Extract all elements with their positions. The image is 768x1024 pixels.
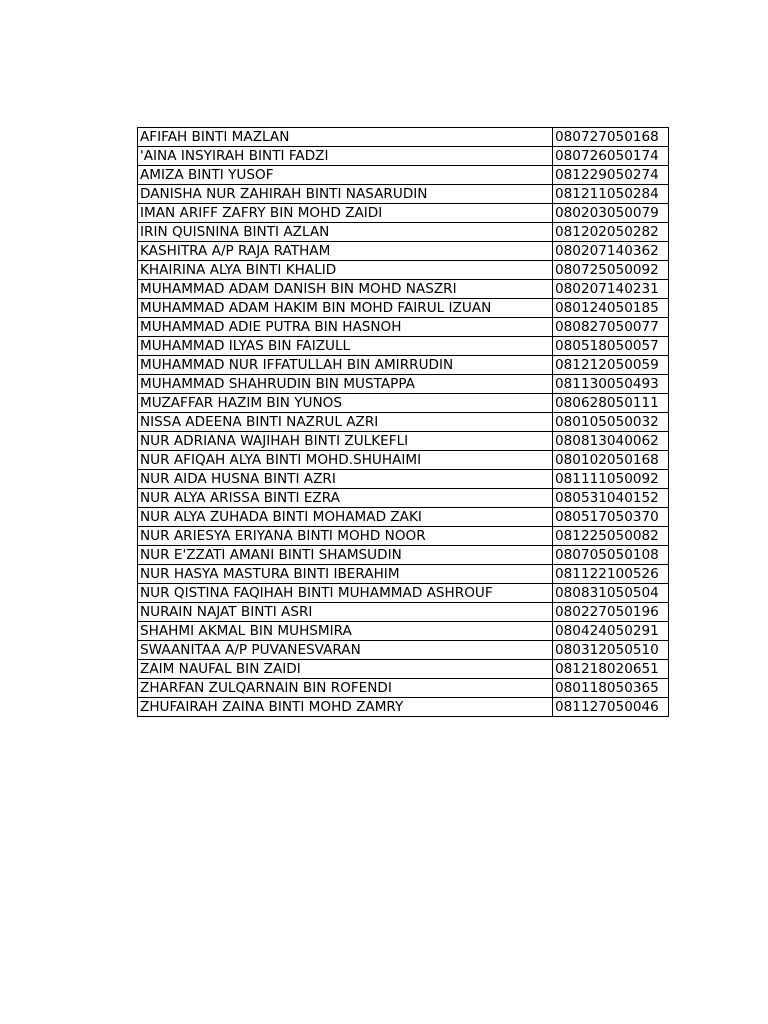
ic-number-cell: 081202050282 bbox=[553, 223, 669, 242]
student-name-cell: 'AINA INSYIRAH BINTI FADZI bbox=[138, 147, 553, 166]
student-name-cell: AFIFAH BINTI MAZLAN bbox=[138, 128, 553, 147]
ic-number-cell: 080312050510 bbox=[553, 641, 669, 660]
ic-number-cell: 080424050291 bbox=[553, 622, 669, 641]
table-row bbox=[138, 318, 669, 337]
student-name-cell: MUHAMMAD NUR IFFATULLAH BIN AMIRRUDIN bbox=[138, 356, 553, 375]
ic-number-cell: 080124050185 bbox=[553, 299, 669, 318]
ic-number-cell: 081225050082 bbox=[553, 527, 669, 546]
ic-number-cell: 081130050493 bbox=[553, 375, 669, 394]
ic-number-cell: 080831050504 bbox=[553, 584, 669, 603]
ic-number-cell: 080705050108 bbox=[553, 546, 669, 565]
student-name-cell: IMAN ARIFF ZAFRY BIN MOHD ZAIDI bbox=[138, 204, 553, 223]
table-row bbox=[138, 261, 669, 280]
student-name-cell: NUR AFIQAH ALYA BINTI MOHD.SHUHAIMI bbox=[138, 451, 553, 470]
ic-number-cell: 081212050059 bbox=[553, 356, 669, 375]
table-row bbox=[138, 679, 669, 698]
table-row bbox=[138, 527, 669, 546]
student-name-cell: ZAIM NAUFAL BIN ZAIDI bbox=[138, 660, 553, 679]
table-row bbox=[138, 337, 669, 356]
student-name-cell: ZHARFAN ZULQARNAIN BIN ROFENDI bbox=[138, 679, 553, 698]
ic-number-cell: 080207140362 bbox=[553, 242, 669, 261]
table-row bbox=[138, 508, 669, 527]
table-row bbox=[138, 299, 669, 318]
ic-number-cell: 080518050057 bbox=[553, 337, 669, 356]
ic-number-cell: 080517050370 bbox=[553, 508, 669, 527]
student-name-cell: NUR ALYA ARISSA BINTI EZRA bbox=[138, 489, 553, 508]
ic-number-cell: 080203050079 bbox=[553, 204, 669, 223]
student-name-cell: KASHITRA A/P RAJA RATHAM bbox=[138, 242, 553, 261]
ic-number-cell: 080102050168 bbox=[553, 451, 669, 470]
student-name-cell: MUHAMMAD ADAM HAKIM BIN MOHD FAIRUL IZUAN bbox=[138, 299, 553, 318]
ic-number-cell: 080628050111 bbox=[553, 394, 669, 413]
student-name-cell: MUHAMMAD SHAHRUDIN BIN MUSTAPPA bbox=[138, 375, 553, 394]
ic-number-cell: 081218020651 bbox=[553, 660, 669, 679]
ic-number-cell: 081229050274 bbox=[553, 166, 669, 185]
table-row bbox=[138, 413, 669, 432]
table-row bbox=[138, 489, 669, 508]
table-row bbox=[138, 394, 669, 413]
ic-number-cell: 080727050168 bbox=[553, 128, 669, 147]
student-name-cell: MUHAMMAD ADIE PUTRA BIN HASNOH bbox=[138, 318, 553, 337]
ic-number-cell: 081122100526 bbox=[553, 565, 669, 584]
student-list-table bbox=[137, 127, 669, 717]
table-row bbox=[138, 375, 669, 394]
student-name-cell: NISSA ADEENA BINTI NAZRUL AZRI bbox=[138, 413, 553, 432]
student-name-cell: NUR QISTINA FAQIHAH BINTI MUHAMMAD ASHROUF bbox=[138, 584, 553, 603]
ic-number-cell: 080118050365 bbox=[553, 679, 669, 698]
ic-number-cell: 081211050284 bbox=[553, 185, 669, 204]
student-name-cell: MUZAFFAR HAZIM BIN YUNOS bbox=[138, 394, 553, 413]
table-row bbox=[138, 641, 669, 660]
ic-number-cell: 080813040062 bbox=[553, 432, 669, 451]
table-row bbox=[138, 698, 669, 717]
student-name-cell: ZHUFAIRAH ZAINA BINTI MOHD ZAMRY bbox=[138, 698, 553, 717]
ic-number-cell: 081111050092 bbox=[553, 470, 669, 489]
table-row bbox=[138, 242, 669, 261]
ic-number-cell: 080207140231 bbox=[553, 280, 669, 299]
ic-number-cell: 080725050092 bbox=[553, 261, 669, 280]
table-row bbox=[138, 603, 669, 622]
table-row bbox=[138, 565, 669, 584]
ic-number-cell: 080105050032 bbox=[553, 413, 669, 432]
table-row bbox=[138, 223, 669, 242]
student-name-cell: NUR ARIESYA ERIYANA BINTI MOHD NOOR bbox=[138, 527, 553, 546]
table-row bbox=[138, 432, 669, 451]
table-row bbox=[138, 622, 669, 641]
table-row bbox=[138, 280, 669, 299]
student-name-cell: NUR E'ZZATI AMANI BINTI SHAMSUDIN bbox=[138, 546, 553, 565]
student-name-cell: NUR ADRIANA WAJIHAH BINTI ZULKEFLI bbox=[138, 432, 553, 451]
student-name-cell: NUR AIDA HUSNA BINTI AZRI bbox=[138, 470, 553, 489]
student-name-cell: SHAHMI AKMAL BIN MUHSMIRA bbox=[138, 622, 553, 641]
table-row bbox=[138, 584, 669, 603]
table-row bbox=[138, 128, 669, 147]
student-name-cell: KHAIRINA ALYA BINTI KHALID bbox=[138, 261, 553, 280]
student-name-cell: NURAIN NAJAT BINTI ASRI bbox=[138, 603, 553, 622]
ic-number-cell: 080531040152 bbox=[553, 489, 669, 508]
table-body bbox=[138, 128, 669, 717]
student-name-cell: NUR HASYA MASTURA BINTI IBERAHIM bbox=[138, 565, 553, 584]
student-name-cell: SWAANITAA A/P PUVANESVARAN bbox=[138, 641, 553, 660]
table-row bbox=[138, 546, 669, 565]
ic-number-cell: 080726050174 bbox=[553, 147, 669, 166]
student-name-cell: IRIN QUISNINA BINTI AZLAN bbox=[138, 223, 553, 242]
ic-number-cell: 080227050196 bbox=[553, 603, 669, 622]
student-name-cell: MUHAMMAD ILYAS BIN FAIZULL bbox=[138, 337, 553, 356]
student-name-cell: DANISHA NUR ZAHIRAH BINTI NASARUDIN bbox=[138, 185, 553, 204]
table-row bbox=[138, 451, 669, 470]
ic-number-cell: 081127050046 bbox=[553, 698, 669, 717]
student-name-cell: NUR ALYA ZUHADA BINTI MOHAMAD ZAKI bbox=[138, 508, 553, 527]
table-row bbox=[138, 356, 669, 375]
ic-number-cell: 080827050077 bbox=[553, 318, 669, 337]
table-row bbox=[138, 147, 669, 166]
student-name-cell: AMIZA BINTI YUSOF bbox=[138, 166, 553, 185]
table-row bbox=[138, 204, 669, 223]
table-row bbox=[138, 470, 669, 489]
table-row bbox=[138, 185, 669, 204]
table-row bbox=[138, 660, 669, 679]
student-name-cell: MUHAMMAD ADAM DANISH BIN MOHD NASZRI bbox=[138, 280, 553, 299]
table-row bbox=[138, 166, 669, 185]
